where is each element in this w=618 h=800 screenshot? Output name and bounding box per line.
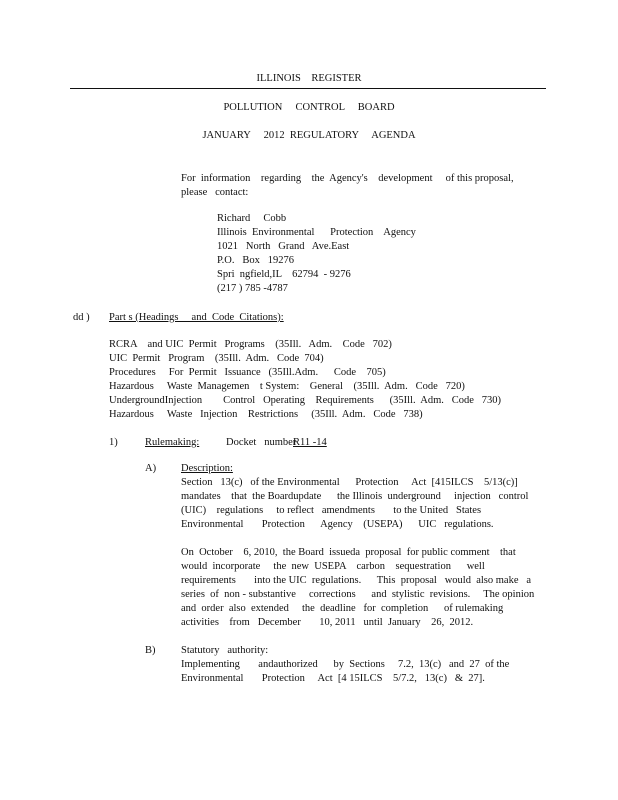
item1-label: Rulemaking: — [145, 437, 200, 448]
itemA-label: Description: — [181, 463, 233, 474]
desc-line: mandates that the Boardupdate the Illinois underground injection control — [181, 491, 529, 502]
contact-intro — [181, 172, 514, 200]
desc-line: requirements into the UIC regulations. This proposal would also make a — [181, 575, 532, 586]
desc-line: activities from December 10, 2011 until January 26, 2012. — [181, 617, 474, 628]
itemB-letter: B) — [145, 645, 156, 656]
contact-po-box: P.O. Box 19276 — [217, 255, 295, 266]
section-marker: dd ) — [73, 312, 90, 323]
desc-line: and order also extended the deadline for completion of rulemaking — [181, 603, 504, 614]
itemB-label: Statutory authority: — [181, 645, 269, 656]
board-title: POLLUTION CONTROL BOARD — [223, 102, 395, 113]
desc-line: (UIC) regulations to reflect amendments to the United States — [181, 505, 482, 516]
contact-city: Spri ngfield,IL 62794 - 9276 — [217, 269, 351, 280]
docket-text: Docket number — [226, 437, 297, 448]
desc-line: series of non - substantive corrections and stylistic revisions. The opinion — [181, 589, 535, 600]
contact-intro-line: For information regarding the Agency's development of this proposal, — [181, 173, 514, 184]
desc-line: Environmental Protection Agency (USEPA) UIC regulations. — [181, 519, 494, 530]
contact-address — [217, 212, 416, 296]
part-item: RCRA and UIC Permit Programs (35Ill. Adm. Code 702) — [109, 339, 392, 350]
register-title: ILLINOIS REGISTER — [256, 73, 362, 84]
desc-line: would incorporate the new USEPA carbon sequestration well — [181, 561, 485, 572]
desc-line: On October 6, 2010, the Board issueda proposal for public comment that — [181, 547, 516, 558]
contact-phone: (217 ) 785 -4787 — [217, 283, 288, 294]
itemB-authority — [181, 644, 509, 686]
itemA-description — [181, 462, 528, 532]
authority-line: Implementing andauthorized by Sections 7.2, 13(c) and 27 of the — [181, 659, 510, 670]
contact-agency: Illinois Environmental Protection Agency — [217, 227, 416, 238]
part-item: Hazardous Waste Managemen t System: General (35Ill. Adm. Code 720) — [109, 381, 465, 392]
part-item: UIC Permit Program (35Ill. Adm. Code 704) — [109, 353, 324, 364]
contact-name: Richard Cobb — [217, 213, 287, 224]
agenda-title: JANUARY 2012 REGULATORY AGENDA — [202, 130, 416, 141]
item1-number: 1) — [109, 437, 118, 448]
itemA-letter: A) — [145, 463, 157, 474]
docket-number: R11 -14 — [293, 437, 327, 448]
part-item: Procedures For Permit Issuance (35Ill.Adm. Code 705) — [109, 367, 386, 378]
section-heading: Part s (Headings and Code Citations): — [109, 312, 284, 323]
contact-street: 1021 North Grand Ave.East — [217, 241, 350, 252]
parts-list — [109, 338, 501, 422]
part-item: UndergroundInjection Control Operating Requirements (35Ill. Adm. Code 730) — [109, 395, 502, 406]
authority-line: Environmental Protection Act [4 15ILCS 5/7.2, 13(c) & 27]. — [181, 673, 485, 684]
header-rule — [70, 88, 546, 89]
desc-line: Section 13(c) of the Environmental Protection Act [415ILCS 5/13(c)] — [181, 477, 518, 488]
part-item: Hazardous Waste Injection Restrictions (35Ill. Adm. Code 738) — [109, 409, 423, 420]
contact-intro-line: please contact: — [181, 187, 249, 198]
itemA-paragraph-2 — [181, 546, 534, 630]
